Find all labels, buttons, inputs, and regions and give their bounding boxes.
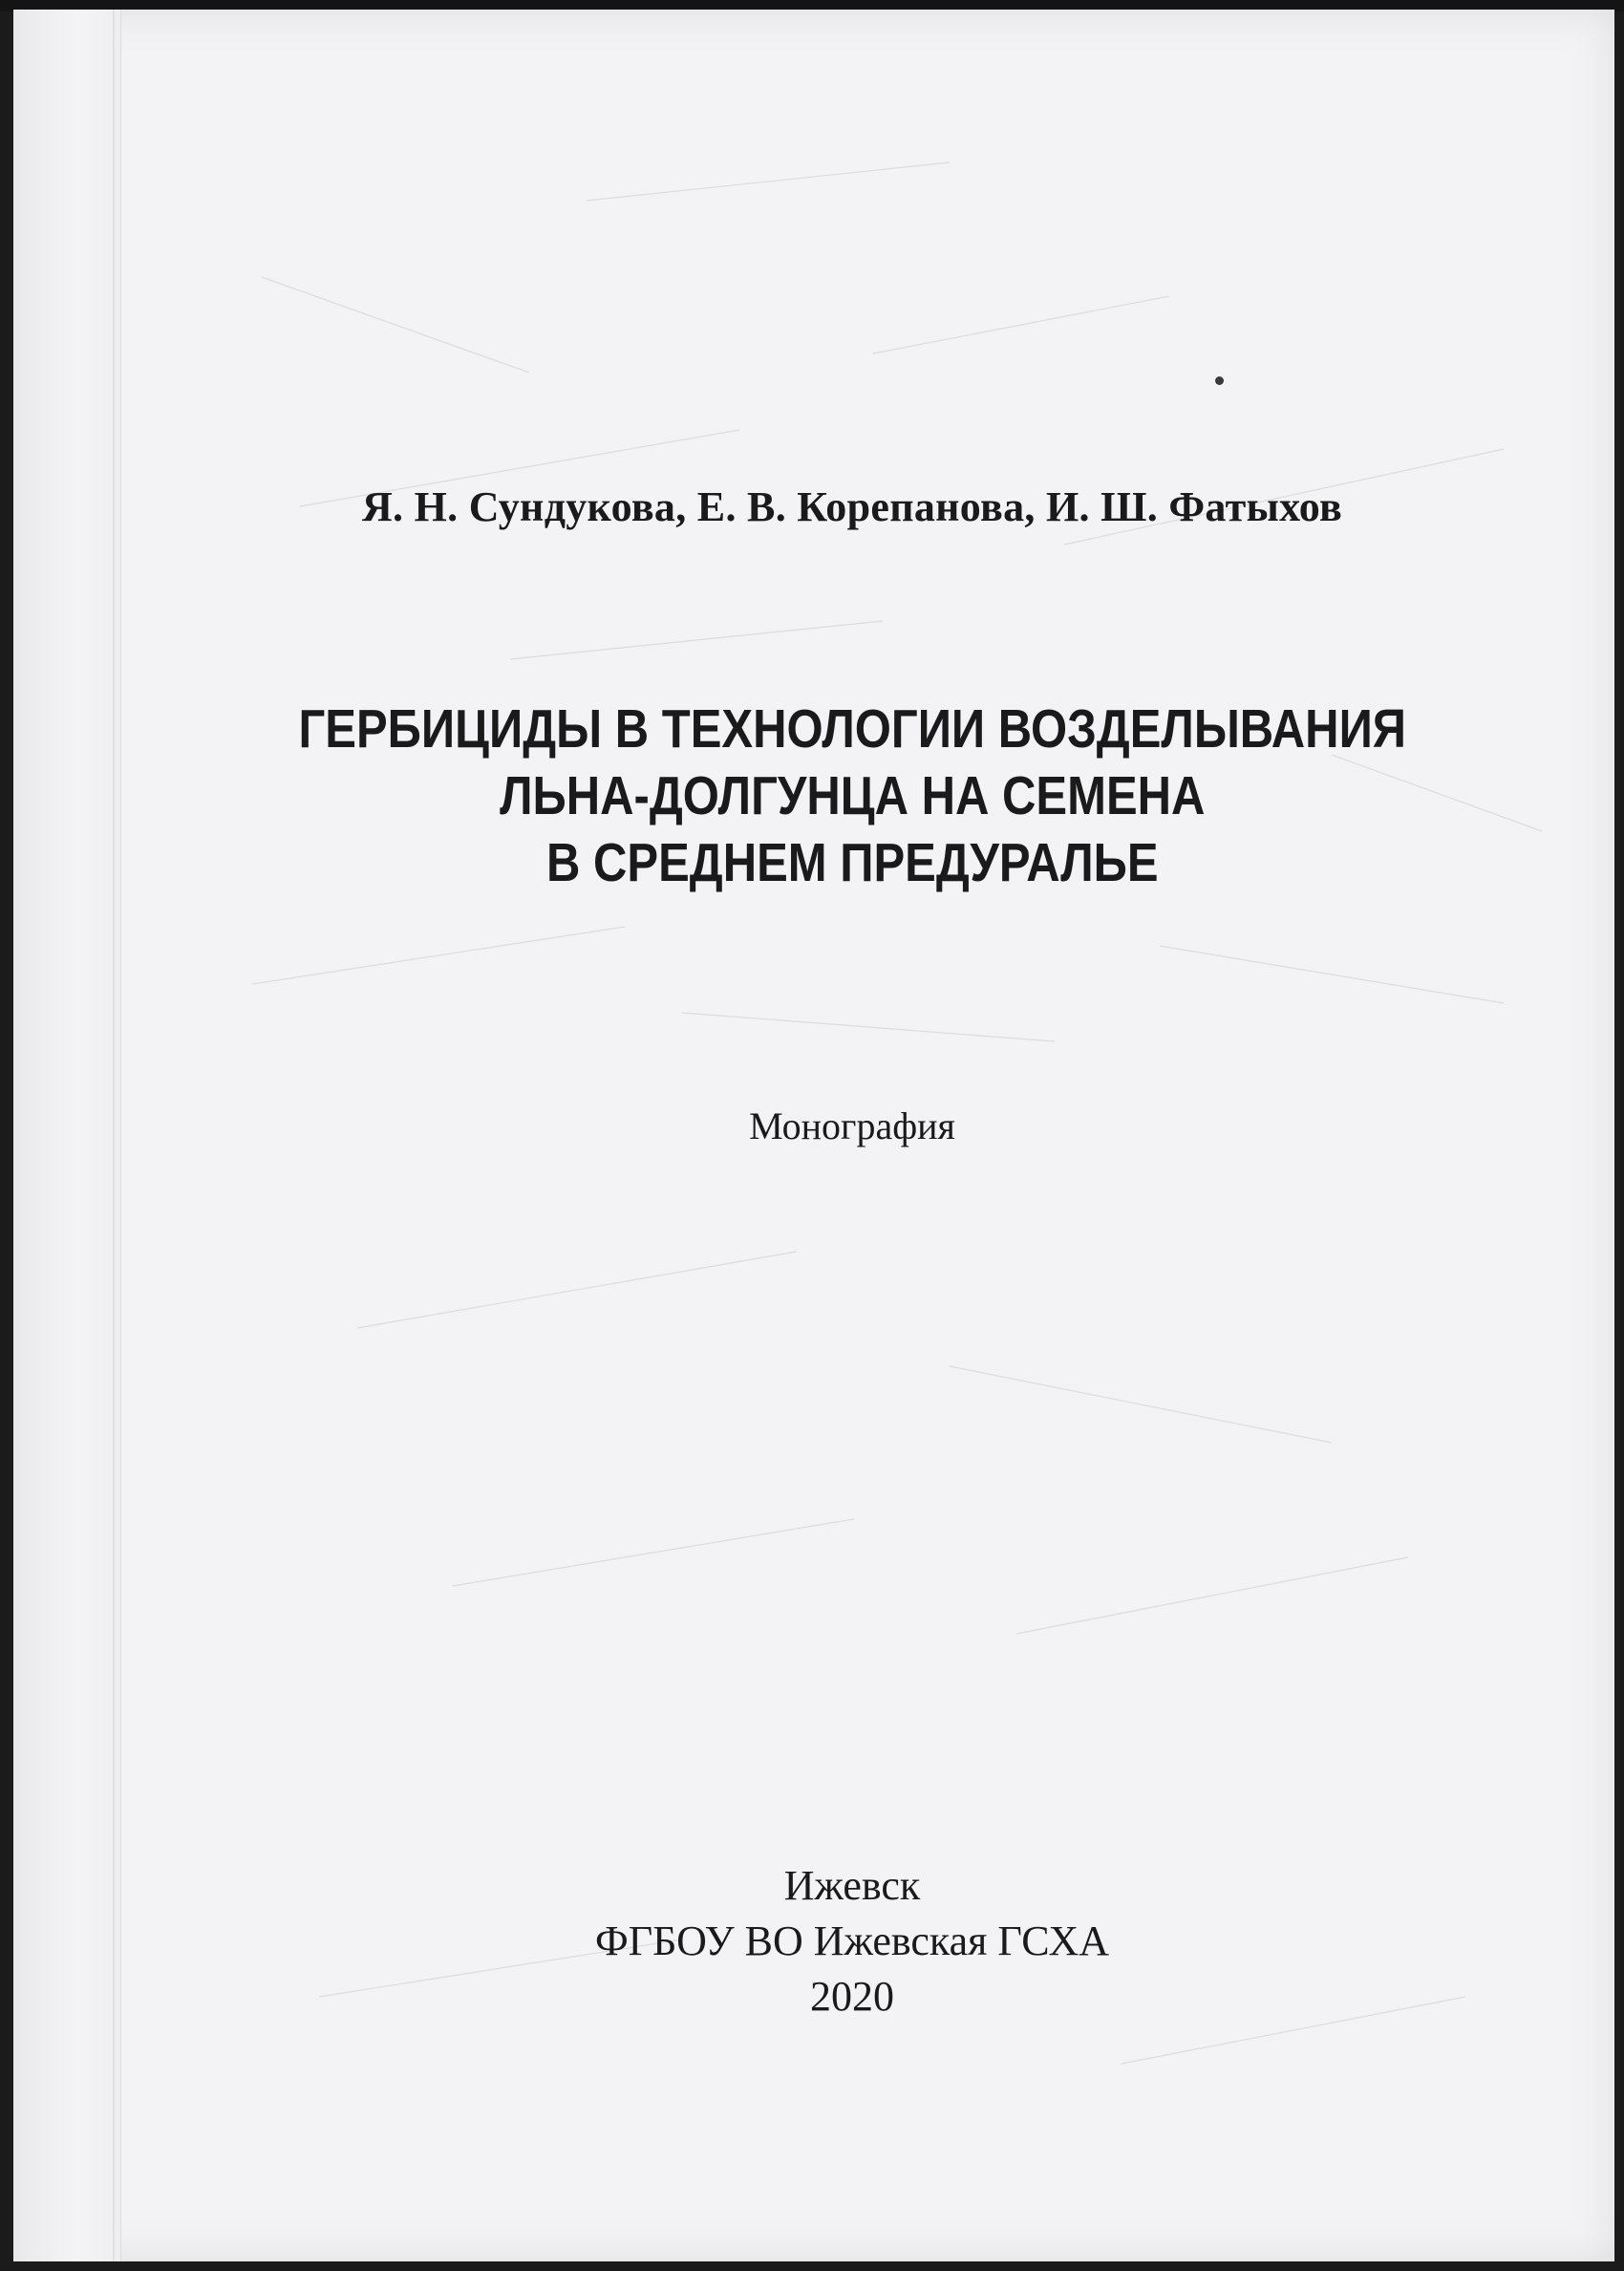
authors-line: Я. Н. Сундукова, Е. В. Корепанова, И. Ш. Фатыхов (361, 483, 1343, 530)
imprint-publisher: ФГБОУ ВО Ижевская ГСХА (594, 1917, 1109, 1964)
title-line-1: ГЕРБИЦИДЫ В ТЕХНОЛОГИИ ВОЗДЕЛЫВАНИЯ (298, 698, 1407, 760)
imprint-year: 2020 (810, 1973, 894, 2020)
title-line-2: ЛЬНА-ДОЛГУНЦА НА СЕМЕНА (500, 765, 1206, 826)
book-cover (13, 10, 1614, 2261)
imprint (52, 1858, 1624, 2025)
genre-label: Монография (749, 1104, 955, 1147)
imprint-city: Ижевск (783, 1862, 921, 1909)
title-line-3: В СРЕДНЕМ ПРЕДУРАЛЬЕ (545, 832, 1159, 893)
book-title (164, 696, 1541, 896)
ink-speck (1215, 376, 1224, 385)
